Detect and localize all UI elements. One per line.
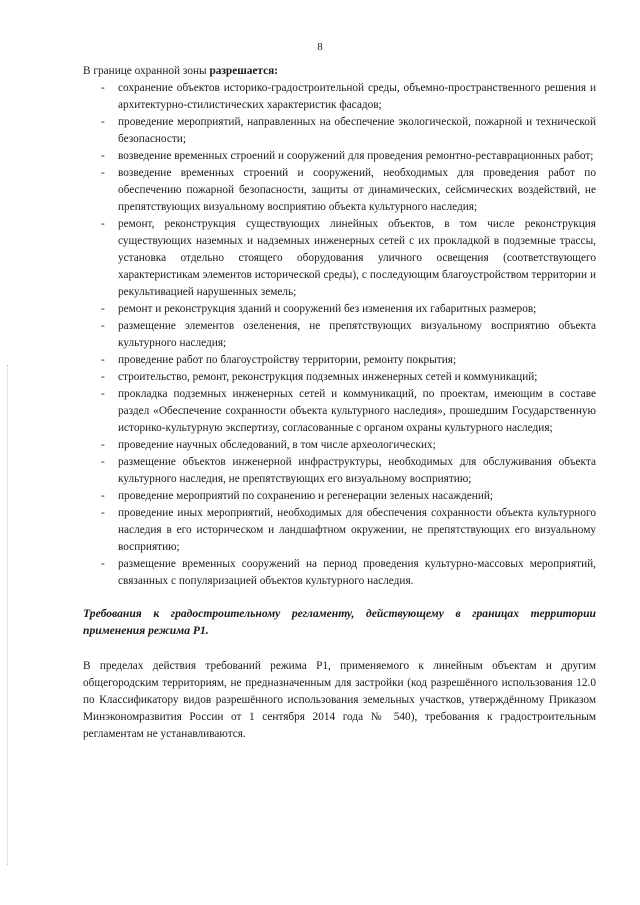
list-item bbox=[83, 488, 596, 505]
list-item bbox=[83, 318, 596, 352]
list-item-text: сохранение объектов историко-градостроительной среды, объемно-пространственного решения и архитектурно-стилистических характеристик фасадов; bbox=[118, 82, 596, 111]
list-item bbox=[83, 386, 596, 437]
list-dash: - bbox=[101, 303, 105, 315]
body-paragraph: В пределах действия требований режима Р1, применяемого к линейным объектам и другим общегородским территориям, не предназначенным для застройки (код разрешённого использования 12.0 по Классификатору видов разрешённого использования земельных участков, утверждённому Приказом Минэкономразвития России от 1 сентября 2014 года № 540), требования к градостроительным регламентам не устанавливаются. bbox=[83, 660, 596, 740]
list-dash: - bbox=[101, 218, 105, 230]
list-item bbox=[83, 505, 596, 556]
intro-text: В границе охранной зоны bbox=[83, 65, 210, 77]
list-dash: - bbox=[101, 507, 105, 519]
list-item bbox=[83, 165, 596, 216]
list-item bbox=[83, 369, 596, 386]
list-dash: - bbox=[101, 82, 105, 94]
list-item bbox=[83, 114, 596, 148]
margin-scan-marks bbox=[7, 365, 10, 865]
list-item-text: ремонт и реконструкция зданий и сооружений без изменения их габаритных размеров; bbox=[118, 303, 537, 315]
list-item-text: проведение мероприятий по сохранению и регенерации зеленых насаждений; bbox=[118, 490, 494, 502]
list-dash: - bbox=[101, 371, 105, 383]
list-item bbox=[83, 556, 596, 590]
list-dash: - bbox=[101, 167, 105, 179]
list-item-text: возведение временных строений и сооружений для проведения ремонтно-реставрационных работ; bbox=[118, 150, 594, 162]
list-item-text: размещение элементов озеленения, не препятствующих визуальному восприятию объекта культурного наследия; bbox=[118, 320, 596, 349]
list-dash: - bbox=[101, 150, 105, 162]
permitted-activities-list bbox=[83, 80, 596, 590]
intro-line bbox=[83, 63, 596, 80]
list-item-text: ремонт, реконструкция существующих линейных объектов, в том числе реконструкция существующих наземных и надземных инженерных сетей с их прокладкой в подземные трассы, установка отдельно стоящего оборудования уличного освещения (соответствующего характеристикам элементов исторической среды), с последующим благоустройством территории и рекультивацией нарушенных земель; bbox=[118, 218, 596, 298]
list-item-text: проведение мероприятий, направленных на обеспечение экологической, пожарной и технической безопасности; bbox=[118, 116, 596, 145]
list-dash: - bbox=[101, 320, 105, 332]
list-item-text: размещение временных сооружений на период проведения культурно-массовых мероприятий, связанных с популяризацией объектов культурного наследия. bbox=[118, 558, 596, 587]
list-item-text: проведение работ по благоустройству территории, ремонту покрытия; bbox=[118, 354, 457, 366]
page-number: 8 bbox=[317, 41, 323, 53]
list-item-text: прокладка подземных инженерных сетей и коммуникаций, по проектам, имеющим в составе раздел «Обеспечение сохранности объекта культурного наследия», прошедшим Государственную историко-культурную экспертизу, согласованные с органом охраны культурного наследия; bbox=[118, 388, 596, 434]
list-item-text: возведение временных строений и сооружений, необходимых для проведения работ по обеспечению пожарной безопасности, защиты от динамических, сейсмических воздействий, не препятствующих визуальному восприятию объекта культурного наследия; bbox=[118, 167, 596, 213]
list-item-text: строительство, ремонт, реконструкция подземных инженерных сетей и коммуникаций; bbox=[118, 371, 538, 383]
list-dash: - bbox=[101, 456, 105, 468]
list-item bbox=[83, 352, 596, 369]
list-dash: - bbox=[101, 116, 105, 128]
list-item bbox=[83, 301, 596, 318]
section-heading: Требования к градостроительному регламенту, действующему в границах территории применения режима Р1. bbox=[83, 607, 596, 637]
list-item bbox=[83, 454, 596, 488]
list-dash: - bbox=[101, 558, 105, 570]
list-dash: - bbox=[101, 439, 105, 451]
list-item bbox=[83, 216, 596, 301]
list-item bbox=[83, 80, 596, 114]
list-item-text: размещение объектов инженерной инфраструктуры, необходимых для обслуживания объекта культурного наследия, не препятствующих его визуальному восприятию; bbox=[118, 456, 596, 485]
list-item-text: проведение иных мероприятий, необходимых для обеспечения сохранности объекта культурного наследия в его историческом и ландшафтном окружении, не препятствующих его визуальному восприятию; bbox=[118, 507, 596, 553]
list-dash: - bbox=[101, 388, 105, 400]
list-item bbox=[83, 437, 596, 454]
list-item bbox=[83, 148, 596, 165]
intro-bold: разрешается: bbox=[209, 65, 278, 77]
list-dash: - bbox=[101, 354, 105, 366]
list-dash: - bbox=[101, 490, 105, 502]
document-body bbox=[83, 63, 596, 743]
list-item-text: проведение научных обследований, в том числе археологических; bbox=[118, 439, 436, 451]
